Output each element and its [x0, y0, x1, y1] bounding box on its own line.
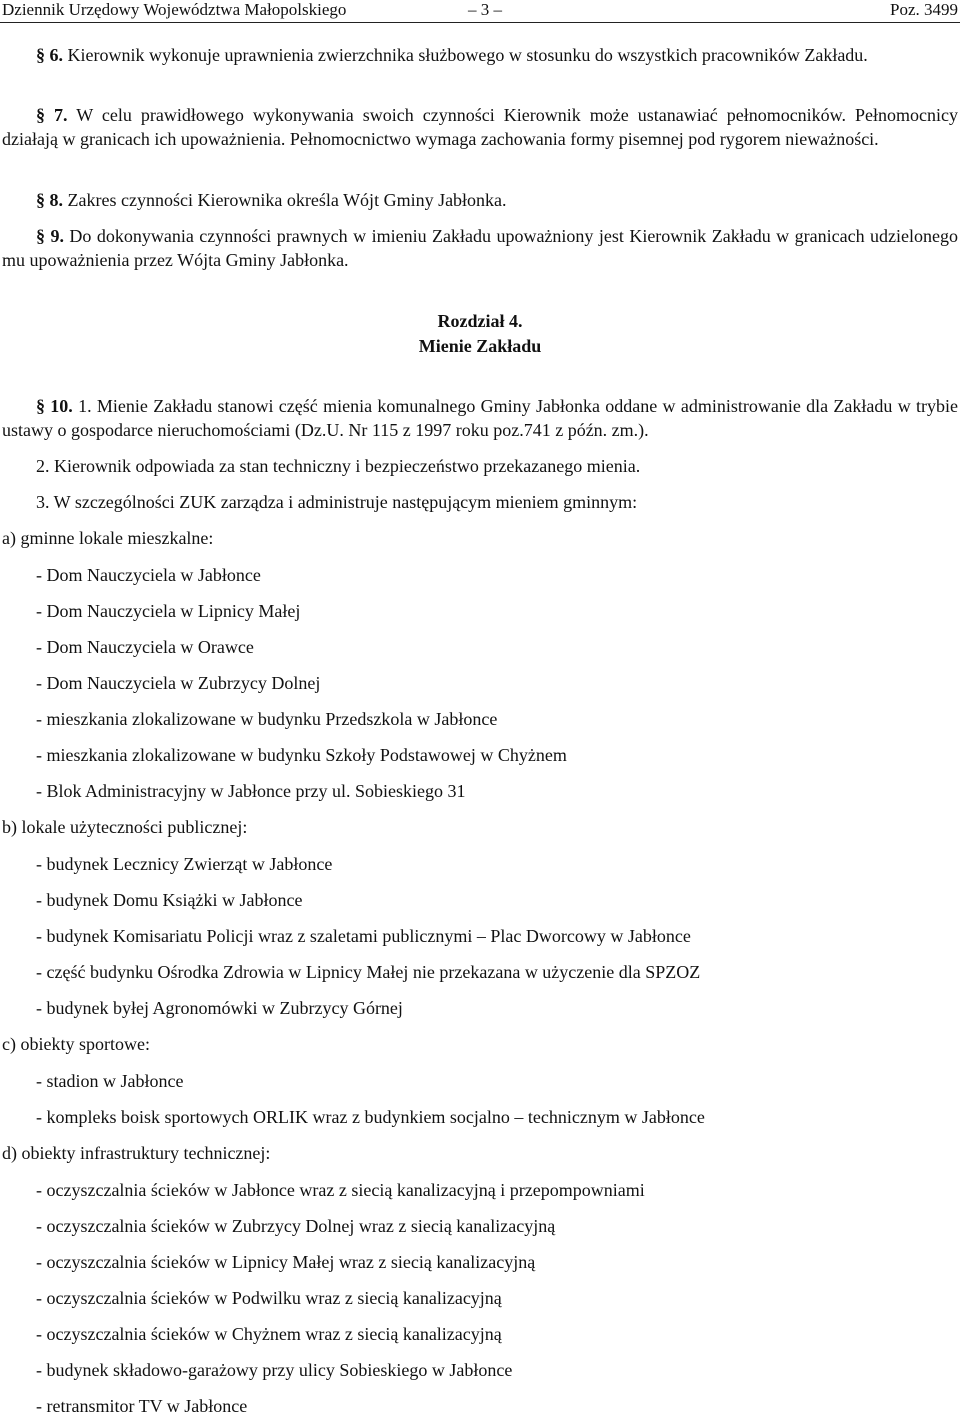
list-item: - mieszkania zlokalizowane w budynku Przedszkola w Jabłonce [36, 709, 498, 729]
list-item: - Dom Nauczyciela w Zubrzycy Dolnej [36, 673, 321, 693]
position-number: Poz. 3499 [890, 0, 958, 19]
paragraph-6 [2, 43, 958, 67]
paragraph-7 [2, 103, 958, 151]
list-item: - oczyszczalnia ścieków w Zubrzycy Dolnej wraz z siecią kanalizacyjną [36, 1216, 556, 1236]
list-item: - Dom Nauczyciela w Jabłonce [36, 565, 261, 585]
paragraph-number: § 10. [36, 396, 73, 416]
paragraph-number: § 7. [36, 105, 68, 125]
paragraph-text: W celu prawidłowego wykonywania swoich czynności Kierownik może ustanawiać pełnomocników. Pełnomocnicy działają w granicach ich upoważnienia. Pełnomocnictwo wymaga zachowania formy pisemnej pod rygorem nieważności. [2, 105, 958, 149]
category-label: d) obiekty infrastruktury technicznej: [2, 1143, 271, 1163]
paragraph-text: Kierownik wykonuje uprawnienia zwierzchnika służbowego w stosunku do wszystkich pracowników Zakładu. [63, 45, 868, 65]
list-item: - oczyszczalnia ścieków w Jabłonce wraz z siecią kanalizacyjną i przepompowniami [36, 1180, 645, 1200]
list-item: - Blok Administracyjny w Jabłonce przy ul. Sobieskiego 31 [36, 781, 466, 801]
paragraph-number: § 8. [36, 190, 63, 210]
paragraph-10-section-2: 2. Kierownik odpowiada za stan techniczny i bezpieczeństwo przekazanego mienia. [36, 456, 641, 476]
list-item: - budynek składowo-garażowy przy ulicy Sobieskiego w Jabłonce [36, 1360, 513, 1380]
paragraph-text: Zakres czynności Kierownika określa Wójt Gminy Jabłonka. [63, 190, 507, 210]
list-item: - budynek byłej Agronomówki w Zubrzycy Górnej [36, 998, 403, 1018]
page-number: – 3 – [468, 0, 502, 19]
category-label: a) gminne lokale mieszkalne: [2, 528, 214, 548]
list-item: - budynek Domu Książki w Jabłonce [36, 890, 303, 910]
paragraph-8 [2, 188, 958, 212]
category-label: b) lokale użyteczności publicznej: [2, 817, 248, 837]
paragraph-number: § 9. [36, 226, 64, 246]
list-item: - budynek Lecznicy Zwierząt w Jabłonce [36, 854, 333, 874]
list-item: - kompleks boisk sportowych ORLIK wraz z budynkiem socjalno – technicznym w Jabłonce [36, 1107, 705, 1127]
paragraph-10-section-1 [2, 394, 958, 442]
list-item: - retransmitor TV w Jabłonce [36, 1396, 248, 1416]
list-item: - oczyszczalnia ścieków w Podwilku wraz z siecią kanalizacyjną [36, 1288, 502, 1308]
paragraph-10-section-3: 3. W szczególności ZUK zarządza i administruje następującym mieniem gminnym: [36, 492, 638, 512]
list-item: - mieszkania zlokalizowane w budynku Szkoły Podstawowej w Chyżnem [36, 745, 567, 765]
list-item: - część budynku Ośrodka Zdrowia w Lipnicy Małej nie przekazana w użyczenie dla SPZOZ [36, 962, 701, 982]
header-rule [0, 22, 960, 23]
list-item: - budynek Komisariatu Policji wraz z szaletami publicznymi – Plac Dworcowy w Jabłonce [36, 926, 691, 946]
paragraph-9 [2, 224, 958, 272]
chapter-title: Mienie Zakładu [418, 336, 542, 356]
list-item: - oczyszczalnia ścieków w Chyżnem wraz z siecią kanalizacyjną [36, 1324, 502, 1344]
paragraph-number: § 6. [36, 45, 63, 65]
list-item: - Dom Nauczyciela w Lipnicy Małej [36, 601, 301, 621]
page-header [0, 0, 960, 24]
paragraph-text: 1. Mienie Zakładu stanowi część mienia komunalnego Gminy Jabłonka oddane w administrowanie dla Zakładu w trybie ustawy o gospodarce nieruchomościami (Dz.U. Nr 115 z 1997 roku poz.741 z późn. zm.). [2, 396, 959, 440]
list-item: - Dom Nauczyciela w Orawce [36, 637, 254, 657]
list-item: - stadion w Jabłonce [36, 1071, 184, 1091]
paragraph-text: Do dokonywania czynności prawnych w imieniu Zakładu upoważniony jest Kierownik Zakładu w granicach udzielonego mu upoważnienia przez Wójta Gminy Jabłonka. [2, 226, 958, 270]
list-item: - oczyszczalnia ścieków w Lipnicy Małej wraz z siecią kanalizacyjną [36, 1252, 536, 1272]
journal-title: Dziennik Urzędowy Województwa Małopolskiego [2, 0, 347, 19]
category-label: c) obiekty sportowe: [2, 1034, 150, 1054]
chapter-number: Rozdział 4. [437, 311, 523, 331]
